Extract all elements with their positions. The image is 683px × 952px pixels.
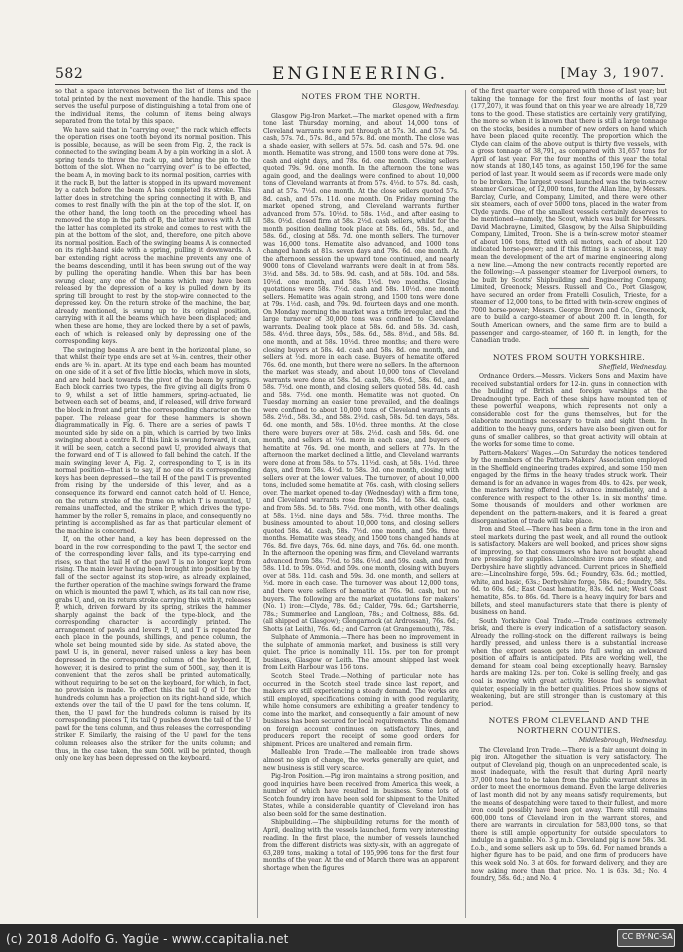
paragraph: We have said that in "carrying over," the rack which effects the operation rises one tooth beyond its normal position. This is possible, because, as will be seen from Fig. 2, the rack is connected to the swinging beam A by a pin working in a slot. A spring tends to throw the rack up, and bring the pin to the bottom of the slot. When no "carrying over" is to be effected, the beam A, in moving back to its normal position, carries with it the rack B, but the latter is stopped in its upward movement by a catch before the beam A has completed its stroke. This latter does in stretching the spring connecting it with B, and comes to rest finally with the pin at the top of the slot. If, on the other hand, the long tooth on the preceding wheel has removed the stop in the path of B, the latter moves with A till the latter has completed its stroke and comes to rest with the pin at the bottom of the slot, and, therefore, one pitch above its normal position. Each of the swinging beams A is connected on its right-hand side with a spring, pulling it downwards. A bar extending right across the machine prevents any one of the beams descending, until it has been swung out of the way by pulling the operating handle. When this bar has been swung clear, any one of the beams which may have been released by the depression of a key is pulled down by its spring till brought to rest by the stop-wire connected to the depressed key. On the return stroke of the machine, the bar, already mentioned, is swung up to its original position, carrying with it all the beams which have been displaced; and when these are home, they are locked there by a set of pawls, each of which is released only by depressing one of the corresponding keys. (55, 126, 251, 346)
section-title: NOTES FROM CLEVELAND AND THE NORTHERN COUNTIES. (488, 716, 650, 736)
paragraph: South Yorkshire Coal Trade.—Trade continues extremely brisk, and there is every indication of a satisfactory season. Already the rolling-stock on the different railways is being hardly pressed, and unless there is a substantial increase when the export season gets into full swing an awkward position of affairs is anticipated. Pits are working well, the demand for steam coal being exceptionally heavy. Barnsley hards are making 12s. per ton. Coke is selling freely, and gas coal is moving with great activity. House fuel is somewhat quieter, especially in the better qualities. Prices show signs of weakening, but are still stronger than is customary at this period. (471, 617, 667, 708)
section-place-date: Glasgow, Wednesday. (392, 103, 459, 110)
copyright-credit: (c) 2018 Adolfo G. Yagüe - www.ccapitalia.net (6, 932, 289, 946)
paragraph: Glasgow Pig-Iron Market.—The market opened with a firm tone last Thursday morning, and about 14,000 tons of Cleveland warrants were put through at 57s. 3d. and 57s. 5d. cash, 57s. 7d., 57s. 8d., and 57s. 8d. one month. The close was a shade easier, with sellers at 57s. 5d. cash and 57s. 9d. one month. Hematite was strong, and 1500 tons were done at 79s. cash and eight days, and 78s. 6d. one month. Closing sellers quoted 79s. 9d. one month. In the afternoon the tone was again good, and the dealings were confined to about 10,000 tons of Cleveland warrants at from 57s. 4½d. to 57s. 8d. cash, and at 57s. 7½d. one month. At the close sellers quoted 57s. 8d. cash, and 57s. 11d. one month. On Friday morning the market opened strong, and Cleveland warrants further advanced from 57s. 10½d. to 58s. 1½d., and after easing to 58s. 0½d. closed firm at 58s. 2½d. cash sellers, whilst for the month position dealing took place at 58s. 6d., 58s. 5d., and 58s. 6d., closing at 58s. 7d. one month sellers. The turnover was 16,000 tons. Hematite also advanced, and 1000 tons changed hands at 81s. seven days and 79s. 6d. one month. At the afternoon session the upward tone continued, and nearly 9000 tons of Cleveland warrants were dealt in at from 58s. 3½d. and 58s. 3d. to 58s. 9d. cash, and at 58s. 10d. and 58s. 10½d. one month, and 58s. 1½d. two months. Closing quotations were 58s. 7½d. cash and 58s. 10½d. one month sellers. Hematite was again strong, and 1500 tons were done at 79s. 1½d. cash, and 79s. 9d. fourteen days and one month. On Monday morning the market was a trifle irregular, and the large turnover of 30,000 tons was confined to Cleveland warrants. Dealing took place at 58s. 6d. and 58s. 3d. cash, 58s. 4½d. three days, 59s., 58s. 6d., 58s. 8½d., and 58s. 8d. one month, and at 58s. 10½d. three months; and there were closing buyers at 58s. 4d. cash and 58s. 8d. one month, and sellers at ½d. more in each case. Buyers of hematite offered 76s. 6d. one month, but there were no sellers. In the afternoon the market was steady, and about 10,000 tons of Cleveland warrants were done at 58s. 5d. cash, 58s. 6½d., 58s. 6d., and 58s. 7½d. one month, and closing sellers quoted 58s. 4d. cash and 58s. 7½d. one month. Hematite was not quoted. On Tuesday morning an easier tone prevailed, and the dealings were confined to about 10,000 tons of Cleveland warrants at 58s. 2½d., 58s. 3d., and 58s. 2½d. cash, 58s. 5d. ten days, 58s. 6d. one month, and 58s. 10½d. three months. At the close there were buyers over at 58s. 2½d. cash and 58s. 6d. one month, and sellers at ½d. more in each case, and buyers of hematite at 76s. 9d. one month, and sellers at 77s. In the afternoon the market declined a little, and Cleveland warrants were done at from 58s. to 57s. 11½d. cash, at 58s. 1½d. three days, and from 58s. 4½d. to 58s. 3d. one month, closing with sellers over at the lower values. The turnover, of about 10,000 tons, included some hematite at 76s. cash, with closing sellers over. The market opened to-day (Wednesday) with a firm tone, and Cleveland warrants rose from 58s. 1d. to 58s. 4d. cash, and from 58s. 5d. to 58s. 7½d. one month, with other dealings at 58s. 1½d. nine days and 58s. 7½d. three months. The business amounted to about 10,000 tons, and closing sellers quoted 58s. 4d. cash, 58s. 7½d. one month, and 59s. three months. Hematite was steady, and 1500 tons changed hands at 76s. 8d. five days, 76s. 6d. nine days, and 76s. 6d. one month. In the afternoon the opening was firm, and Cleveland warrants advanced from 58s. 7½d. to 58s. 6½d. and 59s. cash, and from 58s. 11d. to 59s. 0½d. and 59s. one month, closing with buyers over at 58s. 11d. cash and 59s. 3d. one month, and sellers at ½d. more in each case. The turnover was about 12,000 tons, and there were sellers of hematite at 76s. 9d. cash, but no buyers. The following are the market quotations for makers' (No. 1) iron:—Clyde, 78s. 6d.; Calder, 79s. 6d.; Gartsherrie, 78s.; Summerlee and Langloan, 78s.; and Coltness, 88s. 6d. (all shipped at Glasgow); Glengarnock (at Ardrossan), 76s. 6d.; Shotts (at Leith), 76s. 6d.; and Carron (at Grangemouth), 78s. (263, 112, 459, 633)
section-divider (549, 348, 589, 349)
paragraph: of the first quarter were compared with those of last year; but taking the tonnage for the first four months of last year (177,207), it was found that on this year we are already 18,729 tons to the good. These statistics are certainly very gratifying, the more so when it is known that there is still a large tonnage on the stocks, besides a number of new orders on hand which have been placed quite recently. The proportion which the Clyde can claim of the above output is thirty five vessels, with a gross tonnage of 38,791, as compared with 31,657 tons for April of last year. For the four months of this year the total now stands at 180,145 tons, as against 150,196 for the same period of last year. It would seem as if records were made only to be broken. The largest vessel launched was the twin-screw steamer Corsicae, of 12,000 tons, for the Allan line, by Messrs. Barclay, Curle, and Company, Limited, and there were other six steamers, each of over 5000 tons, placed in the water from Clyde yards. One of the smallest vessels certainly deserves to be mentioned—namely, the Scout, which was built for Messrs. David Macbrayne, Limited, Glasgow, by the Ailsa Shipbuilding Company, Limited, Troon. She is a twin-screw motor steamer of about 106 tons, fitted with oil motors, each of about 120 indicated horse-power; and if this fitting is a success, it may mean the development of the art of marine engineering along a new line.—Among the new contracts recently reported are the following:—A passenger steamer for Liverpool owners, to be built by Scotts' Shipbuilding and Engineering Company, Limited, Greenock; Messrs. Russell and Co., Port Glasgow, have secured an order from Fratelli Cosulich, Trieste, for a steamer of 12,000 tons, to be fitted with twin-screw engines of 7000 horse-power; Messrs. George Brown and Co., Greenock, are to build a cargo-steamer of about 200 ft. in length, for South American owners, and the same firm are to build a passenger and cargo-steamer, of 160 ft. in length, for the Canadian trade. (471, 88, 667, 345)
section-title: NOTES FROM SOUTH YORKSHIRE. (492, 352, 646, 362)
header-rule (55, 84, 665, 85)
section-place-date: Sheffield, Wednesday. (598, 363, 667, 371)
paragraph: Iron and Steel.—There has been a firm tone in the iron and steel markets during the past week, and all round the outlook is satisfactory. Makers are well booked, and prices show signs of improving, so that consumers who have not bought ahead are pressing for supplies. Lincolnshire irons are steady, and Derbyshire have slightly advanced. Current prices in Sheffield are:—Lincolnshire forge, 59s. 6d.; Foundry, 63s. 6d.; mottled, white, and basic, 63s.; Derbyshire forge, 58s. 6d.; foundry, 58s. 6d. to 60s. 6d.; East Coast hematite, 83s. 6d. net; West Coast hematite, 85s. to 86s. 6d. There is a heavy inquiry for bars and billets, and steel manufacturers state that there is plenty of business on hand. (471, 526, 667, 617)
section-place-date: Middlesbrough, Wednesday. (578, 737, 667, 745)
paragraph: so that a space intervenes between the list of items and the total printed by the next movement of the handle. This space serves the useful purpose of distinguishing a total from one of the individual items, the column of items being always separated from the total by this space. (55, 88, 251, 126)
section-divider (549, 711, 589, 712)
paragraph: The swinging beams A are bent in the horizontal plane, so that whilst their type ends are set at ⅛-in. centres, their other ends are ⅝ in. apart. At its type end each beam has mounted on one side of it a set of five little blocks, which move in slots, and are held back towards the pivot of the beam by springs. Each block carries two types, the five giving all digits from 0 to 9, whilst a set of little hammers, spring-actuated, lie between each set of beams, and, if released, will drive forward the block in front and print the corresponding character on the paper. The release gear for these hammers is shown diagrammatically in Fig. 6. There are a series of pawls T mounted side by side on a pin, which is carried by two links swinging about a centre R. If this link is swung forward, it can, it will be seen, catch a second pawl U, provided always that the forward end of T is allowed to fall behind the catch. If the main swinging lever A, Fig. 2, corresponding to T, is in its normal position—that is to say, if no one of its corresponding keys has been depressed—the tail H of the pawl T is prevented from rising by the underside of this lever, and as a consequence its forward end cannot catch hold of U. Hence, on the return stroke of the frame on which T is mounted, U remains unaffected, and the striker P, which drives the type-hammer by the roller S, remains in place, and consequently no printing is accomplished as far as that particular element of the machine is concerned. (55, 346, 251, 535)
paragraph: If, on the other hand, a key has been depressed on the board in the row corresponding to the pawl T, the sector end of the corresponding lever falls, and its type-carrying end rises, so that the tail H of the pawl T is no longer kept from rising. The main lever having been brought into position by the fall of the sector against its stop-wire, as already explained, the further operation of the machine swings forward the frame on which is mounted the pawl T, which, as its tail can now rise, grabs U, and, on its return stroke carrying this with it, releases P, which, driven forward by its spring, strikes the hammer sharply against the back of the type-block, and the corresponding character is accordingly printed. The arrangement of pawls and levers P, U, and T is repeated for each place in the pounds, shillings, and pence column, the whole set being mounted side by side. As stated above, the pawl U is, in general, never raised unless a key has been depressed in the corresponding column of the keyboard. If, however, it is desired to print the sum of 500l., say, then it is convenient that the zeros shall be printed automatically, without requiring to be set on the keyboard, for which, in fact, no provision is made. To effect this the tail Q of U for the hundreds column has a projection on its right-hand side, which extends over the tail of the U pawl for the tens column. If, then, the U pawl for the hundreds column is raised by its corresponding pieces T, its tail Q pushes down the tail of the U pawl for the tens column, and thus releases the corresponding striker F. Similarly, the raising of the U pawl for the tens column releases also the striker for the units column; and thus, in the case taken, the sum 500l. will be printed, though only one key has been depressed on the keyboard. (55, 536, 251, 763)
column-divider (257, 90, 258, 918)
page-header (55, 66, 665, 86)
paragraph: Shipbuilding.—The shipbuilding returns for the month of April, dealing with the vessels launched, form very interesting reading. In the first place, the number of vessels launched from the different districts was sixty-six, with an aggregate of 63,289 tons, making a total of 195,996 tons for the first four months of the year. At the end of March there was an apparent shortage when the figures (263, 819, 459, 872)
paragraph: Pig-Iron Position.—Pig iron maintains a strong position, and good inquiries have been received from America this week, a number of which have resulted in business. Some lots of Scotch foundry iron have been sold for shipment to the United States, while a considerable quantity of Cleveland iron has also been sold for the same destination. (263, 773, 459, 818)
issue-date: [May 3, 1907. (560, 66, 665, 81)
masthead-title: ENGINEERING. (271, 64, 449, 84)
credit-footer (0, 924, 683, 952)
column-3 (471, 88, 667, 920)
cc-license-label: CC BY-NC-SA (622, 932, 673, 941)
paragraph: Sulphate of Ammonia.—There has been no improvement in the sulphate of ammonia market, and business is still very quiet. The price is nominally 11l. 15s. per ton for prompt business, Glasgow or Leith. The amount shipped last week from Leith Harbour was 156 tons. (263, 634, 459, 672)
page-number: 582 (55, 66, 84, 82)
paragraph: Scotch Steel Trade.—Nothing of particular note has occurred in the Scotch steel trade since last report, and makers are still experiencing a steady demand. The works are still employed, specifications coming in with good regularity, while home consumers are exhibiting a greater tendency to come into the market, and consequently a fair amount of new business has been secured for local requirements. The demand on foreign account continues on satisfactory lines, and producers report the receipt of some good orders for shipment. Prices are unaltered and remain firm. (263, 673, 459, 748)
cc-license-badge (617, 929, 675, 947)
paragraph: The Cleveland Iron Trade.—There is a fair amount doing in pig iron. Altogether the situation is very satisfactory. The output of Cleveland pig, though on an unprecedented scale, is most inadequate, with the result that during April nearly 37,000 tons had to be taken from the public warrant stores in order to meet the enormous demand. Even the large deliveries of last month did not by any means satisfy requirements, but the means of despatching were taxed to their fullest, and more iron could possibly have been got away. There still remains 600,000 tons of Cleveland iron in the warrant stores, and there are warrants in circulation for 583,000 tons, so that there is still ample opportunity for outside speculators to indulge in a gamble. No. 3 g.m.b. Cleveland pig is now 58s. 3d. f.o.b., and some sellers ask up to 59s. 6d. For named brands a higher figure has to be paid, and one firm of producers have this week sold No. 3 at 60s. for forward delivery, and they are now asking more than that price. No. 1 is 63s. 3d.; No. 4 foundry, 58s. 6d.; and No. 4 (471, 746, 667, 883)
column-divider (465, 90, 466, 918)
paragraph: Malleable Iron Trade.—The malleable iron trade shows almost no sign of change, the works generally are quiet, and new business is still very scarce. (263, 749, 459, 772)
column-2 (263, 88, 459, 920)
column-1 (55, 88, 251, 920)
paragraph: Pattern-Makers' Wages.—On Saturday the notices tendered by the members of the Pattern-Makers' Association employed in the Sheffield engineering trades expired, and some 150 men engaged by the firms in the heavy trades struck work. Their demand is for an advance in wages from 40s. to 42s. per week, the masters having offered 1s. advance immediately, and a conference with respect to the other 1s. in six months' time. Some thousands of moulders and other workmen are dependent on the pattern-makers, and it is feared a great disorganisation of trade will take place. (471, 449, 667, 525)
section-title: NOTES FROM THE NORTH. (301, 92, 421, 101)
paragraph: Ordnance Orders.—Messrs. Vickers Sons and Maxim have received substantial orders for 12-in. guns in connection with the building of British and foreign warships at the Dreadnought type. Each of these ships have mounted ten of these powerful weapons, which represents not only a considerable cost for the guns themselves, but for the elaborate mountings necessary to train and sight them. In addition to the heavy guns, orders have also been given out for guns of smaller calibres, so that great activity will obtain at the works for some time to come. (471, 373, 667, 449)
